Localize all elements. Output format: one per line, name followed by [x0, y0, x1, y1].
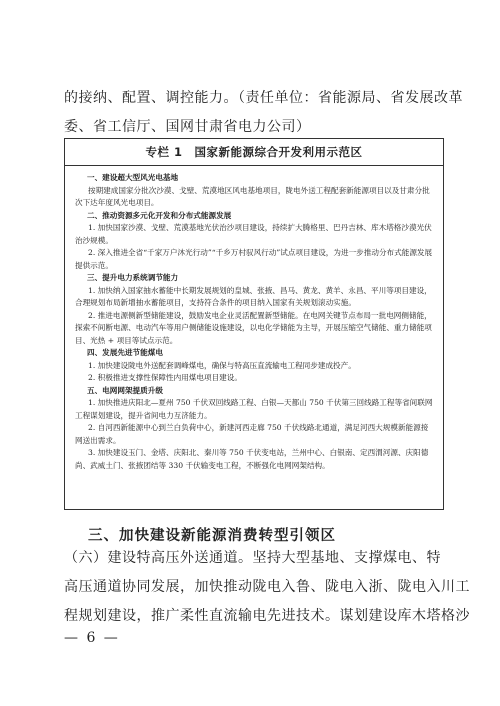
page-number: — 6 —	[64, 630, 120, 646]
section-paragraph: 1. 加快推进庆阳北—夏州 750 千伏双回线路工程、白银—天都山 750 千伏第三回线路工程等省间联网工程谋划建设，提升省间电力互济能力。	[75, 398, 433, 420]
section-heading: 三、提升电力系统调节能力	[87, 273, 179, 282]
body-line: 高压通道协同发展，加快推动陇电入鲁、陇电入浙、陇电入川工	[64, 579, 470, 595]
body-line: （六）建设特高压外送通道。坚持大型基地、支撑煤电、特	[64, 550, 441, 566]
section-heading: 一、建设超大型风光电基地	[87, 173, 179, 182]
body-line: 程规划建设，推广柔性直流输电先进技术。谋划建设库木塔格沙	[64, 608, 470, 624]
section-paragraph: 按期建成国家分批次沙漠、戈壁、荒漠地区风电基地项目，陇电外送工程配套新能源项目以及甘肃分批次下达年度风光电项目。	[75, 185, 430, 207]
section-heading: 五、电网网架提质升级	[87, 385, 163, 395]
chapter-heading: 三、加快建设新能源消费转型引领区	[88, 528, 336, 544]
body-paragraph	[64, 544, 470, 631]
section-paragraph: 1. 加快建设陇电外送配套调峰煤电，确保与特高压直流输电工程同步建成投产。	[88, 360, 356, 370]
column-box	[64, 138, 444, 510]
intro-line: 委、省工信厅、国网甘肃省电力公司）	[64, 119, 311, 135]
column-box-body	[65, 166, 443, 472]
intro-line: 的接纳、配置、调控能力。（责任单位：省能源局、省发展改革	[64, 90, 463, 106]
section-heading: 二、推动资源多元化开发和分布式能源发展	[87, 210, 232, 220]
section-paragraph: 2. 积极推进支撑性保障性内用煤电项目建设。	[88, 373, 242, 382]
column-box-title: 专栏 1 国家新能源综合开发利用示范区	[65, 139, 443, 166]
section-paragraph: 2. 自河西新能源中心到兰白负荷中心，新建河西走廊 750 千伏线路北通道，满足河西大规模新能源接网送出需求。	[75, 423, 429, 445]
section-paragraph: 1. 加快纳入国家抽水蓄能中长期发展规划的皇城、张掖、昌马、黄龙、黄羊、永昌、平川等项目建设，合理规划布局新增抽水蓄能项目，支持符合条件的项目纳入国家有关规划滚动实施。	[75, 285, 432, 307]
section-paragraph: 3. 加快建设玉门、金塔、庆阳北、秦川等 750 千伏变电站，兰州中心、白银南、定西渭河源、庆阳德尚、武威土门、张掖团结等 330 千伏输变电工程，不断强化电网网架结构。	[75, 448, 429, 470]
section-paragraph: 2. 深入推进全省“千家万户沐光行动”“千乡万村驭风行动”试点项目建设，为进一步推动分布式能源发展提供示范。	[75, 248, 433, 270]
intro-paragraph	[64, 84, 463, 142]
section-paragraph: 2. 推进电源侧新型储能建设，鼓励发电企业灵活配置新型储能。在电网关键节点布局一批电网侧储能，探索不间断电源、电动汽车等用户侧储能设施建设，以电化学储能为主导，开展压缩空气储能、重力储能项目、光热 + 项目等试点示范。	[75, 310, 432, 345]
section-heading: 四、发展先进节能煤电	[87, 348, 163, 357]
section-paragraph: 1. 加快国家沙漠、戈壁、荒漠基地光伏治沙项目建设，持续扩大腾格里、巴丹吉林、库木塔格沙漠光伏治沙规模。	[75, 223, 432, 245]
